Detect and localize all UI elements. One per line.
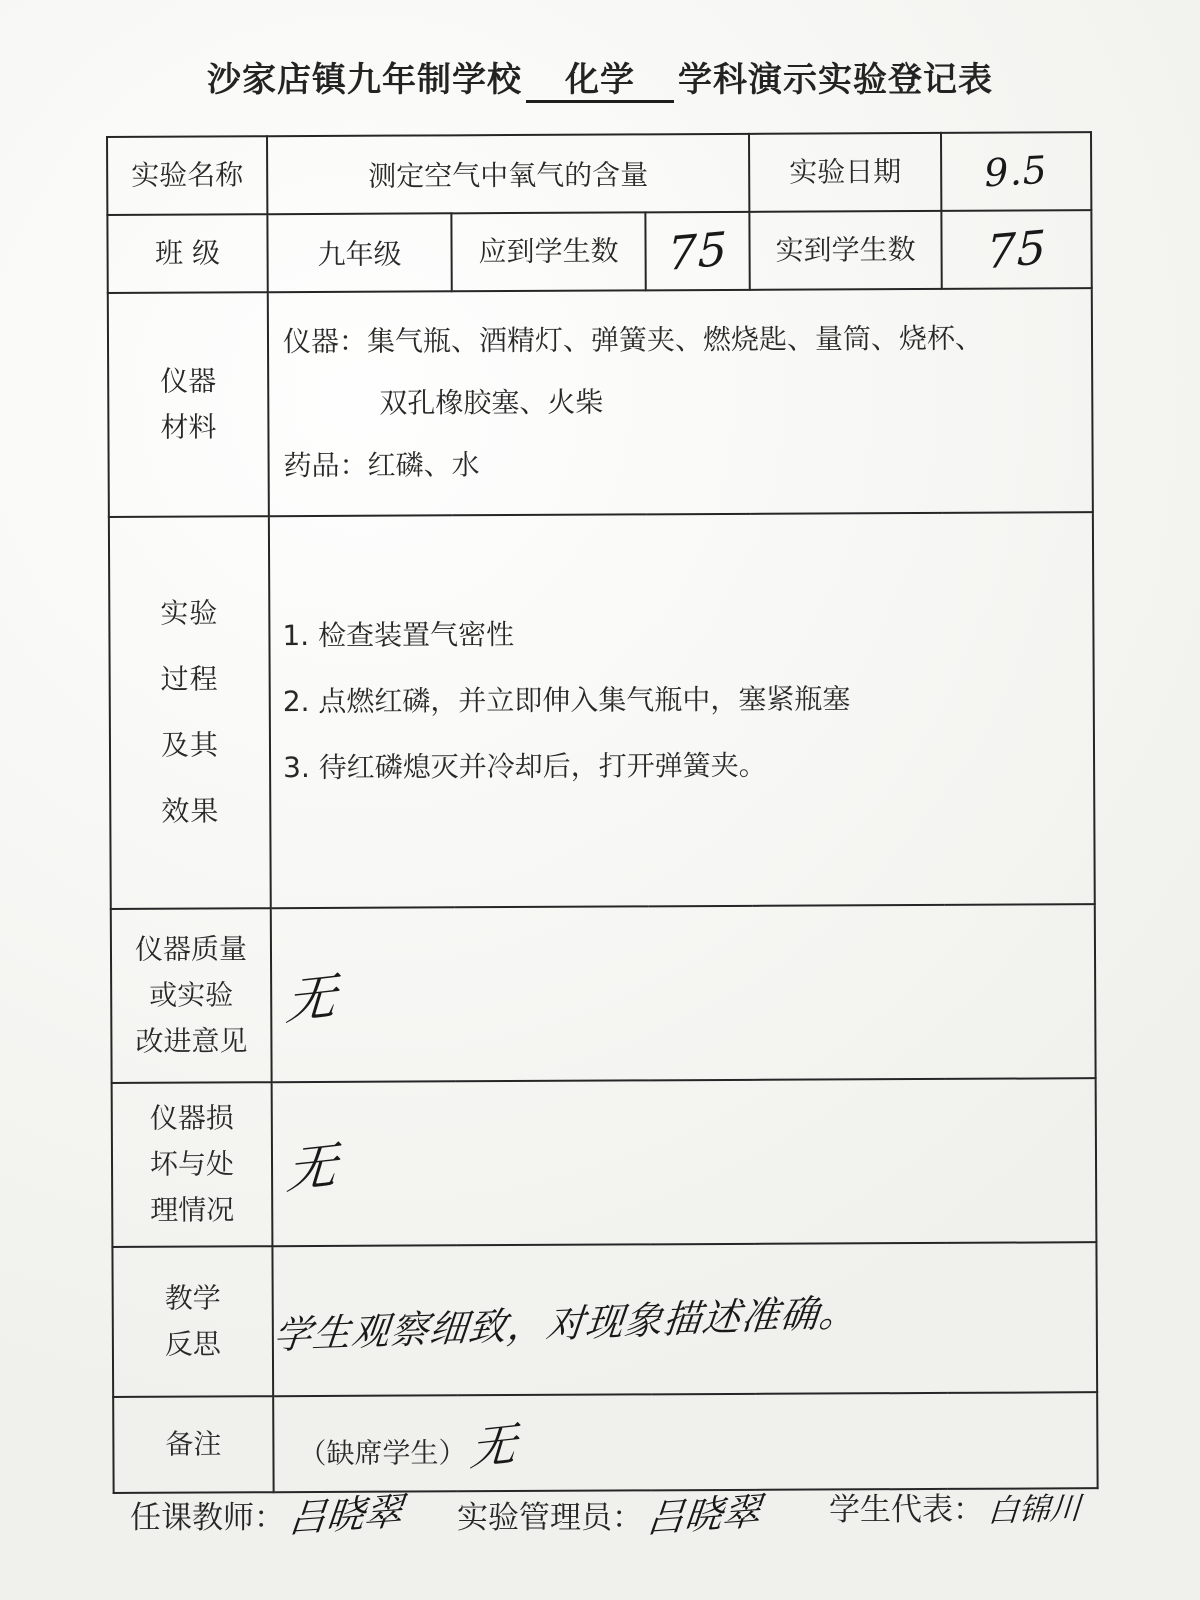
row-experiment-name (107, 132, 1091, 215)
admin-name: 吕晓翠 (644, 1488, 763, 1542)
process-label (109, 516, 271, 909)
reflection-value: 学生观察细致，对现象描述准确。 (271, 1289, 861, 1358)
process-step-3: 3. 待红磷熄灭并冷却后，打开弹簧夹。 (283, 748, 767, 785)
improvement-value-cell (271, 904, 1096, 1082)
damage-value-cell (272, 1078, 1097, 1246)
damage-label-line1: 仪器损 (149, 1101, 234, 1135)
reflection-label-line2: 反思 (164, 1327, 221, 1361)
row-class-info (107, 210, 1091, 293)
reflection-value-cell (272, 1242, 1097, 1396)
damage-value: 无 (285, 1135, 340, 1201)
row-damage (112, 1078, 1097, 1247)
expected-students-cell (645, 212, 749, 291)
document-title (0, 52, 1200, 103)
actual-students-cell (941, 210, 1091, 289)
class-label: 班 级 (107, 214, 267, 293)
experiment-date-label: 实验日期 (749, 133, 941, 212)
title-subject: 化学 (526, 61, 674, 103)
process-label-line2: 过程 (160, 662, 219, 696)
title-suffix: 学科演示实验登记表 (678, 60, 993, 100)
row-process (109, 512, 1095, 909)
damage-label-line2: 坏与处 (149, 1147, 235, 1181)
notes-value: 无 (468, 1416, 519, 1477)
improvement-label (111, 908, 272, 1083)
process-label-line3: 及其 (160, 728, 220, 762)
student-rep-name: 白锦川 (986, 1490, 1082, 1530)
signature-row (130, 1462, 1090, 1552)
admin-label: 实验管理员： (457, 1500, 643, 1536)
damage-label (112, 1082, 273, 1247)
title-school: 沙家店镇九年制学校 (207, 60, 522, 100)
expected-students-label: 应到学生数 (451, 212, 645, 291)
row-reflection (112, 1242, 1097, 1397)
materials-content (268, 288, 1093, 516)
process-label-line1: 实验 (160, 596, 219, 630)
teacher-label: 任课教师： (130, 1500, 285, 1536)
process-step-1: 1. 检查装置气密性 (282, 618, 515, 653)
teacher-name: 吕晓翠 (286, 1488, 405, 1542)
materials-label-line1: 仪器 (160, 364, 217, 398)
experiment-date-cell (941, 132, 1091, 211)
class-value: 九年级 (267, 213, 451, 292)
damage-label-line3: 理情况 (150, 1193, 235, 1227)
reagents-line: 药品：红磷、水 (283, 448, 480, 483)
experiment-date-value: 9.5 (983, 147, 1050, 196)
improvement-label-line3: 改进意见 (135, 1024, 248, 1058)
experiment-name-value: 测定空气中氧气的含量 (267, 134, 749, 214)
improvement-value: 无 (284, 966, 339, 1032)
expected-students-value: 75 (667, 221, 729, 282)
instruments-line-1: 仪器：集气瓶、酒精灯、弹簧夹、燃烧匙、量筒、烧杯、 (282, 321, 984, 359)
row-improvement (111, 904, 1096, 1083)
process-label-line4: 效果 (161, 794, 220, 828)
reflection-label-line1: 教学 (164, 1281, 221, 1315)
admin-signature (457, 1484, 763, 1542)
instruments-line-2: 双孔橡胶塞、火柴 (379, 385, 604, 420)
student-rep-label: 学生代表： (829, 1492, 984, 1528)
materials-label (108, 292, 269, 517)
process-step-2: 2. 点燃红磷，并立即伸入集气瓶中，塞紧瓶塞 (282, 682, 851, 719)
process-content (269, 512, 1095, 908)
experiment-register-table (106, 131, 1099, 1494)
row-materials (108, 288, 1093, 517)
improvement-label-line1: 仪器质量 (134, 932, 248, 966)
reflection-label (112, 1246, 273, 1397)
experiment-name-label: 实验名称 (107, 136, 267, 215)
improvement-label-line2: 或实验 (149, 978, 234, 1012)
actual-students-value: 75 (986, 219, 1048, 280)
notes-label: 备注 (113, 1396, 273, 1493)
materials-label-line2: 材料 (160, 410, 217, 444)
student-rep-signature (829, 1484, 1081, 1529)
actual-students-label: 实到学生数 (749, 211, 941, 290)
teacher-signature (130, 1484, 405, 1542)
notes-prefix: （缺席学生） (298, 1436, 467, 1471)
